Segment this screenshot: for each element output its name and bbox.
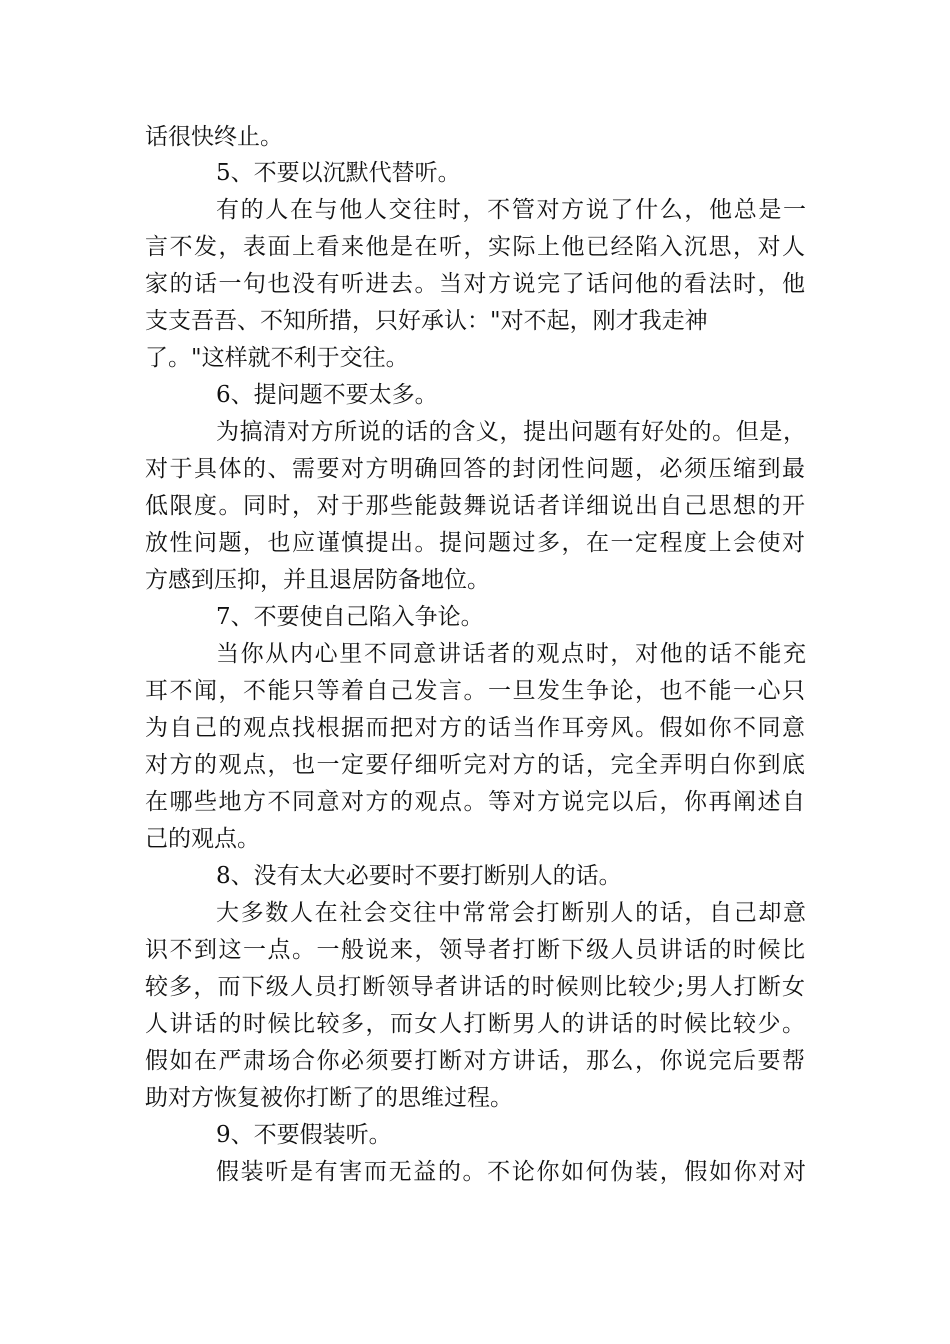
- text-line: 话很快终止。: [145, 124, 283, 150]
- text-line: 为自己的观点找根据而把对方的话当作耳旁风。假如你不同意: [145, 715, 805, 741]
- text-line: 对于具体的、需要对方明确回答的封闭性问题，必须压缩到最: [145, 456, 805, 482]
- text-line: 助对方恢复被你打断了的思维过程。: [145, 1085, 513, 1111]
- text-line: 家的话一句也没有听进去。当对方说完了话问他的看法时，他: [145, 271, 805, 297]
- text-line: 了。"这样就不利于交往。: [145, 345, 409, 371]
- text-line: 当你从内心里不同意讲话者的观点时，对他的话不能充: [216, 641, 806, 667]
- text-line: 言不发，表面上看来他是在听，实际上他已经陷入沉思，对人: [145, 234, 805, 260]
- text-line: 对方的观点，也一定要仔细听完对方的话，完全弄明白你到底: [145, 752, 805, 778]
- section-heading-8: 8、没有太大必要时不要打断别人的话。: [216, 863, 622, 889]
- section-heading-7: 7、不要使自己陷入争论。: [216, 604, 484, 630]
- text-line: 假装听是有害而无益的。不论你如何伪装，假如你对对: [216, 1159, 806, 1185]
- text-line: 人讲话的时候比较多，而女人打断男人的讲话的时候比较少。: [145, 1011, 805, 1037]
- text-line: 耳不闻，不能只等着自己发言。一旦发生争论，也不能一心只: [145, 678, 805, 704]
- section-heading-6: 6、提问题不要太多。: [216, 382, 438, 408]
- text-line: 较多，而下级人员打断领导者讲话的时候则比较少;男人打断女: [145, 974, 805, 1000]
- text-line: 己的观点。: [145, 826, 260, 852]
- text-line: 方感到压抑，并且退居防备地位。: [145, 567, 490, 593]
- text-line: 识不到这一点。一般说来，领导者打断下级人员讲话的时候比: [145, 937, 805, 963]
- text-line: 大多数人在社会交往中常常会打断别人的话，自己却意: [216, 900, 806, 926]
- text-line: 低限度。同时，对于那些能鼓舞说话者详细说出自己思想的开: [145, 493, 805, 519]
- text-line: 假如在严肃场合你必须要打断对方讲话，那么，你说完后要帮: [145, 1048, 805, 1074]
- text-line: 在哪些地方不同意对方的观点。等对方说完以后，你再阐述自: [145, 789, 805, 815]
- text-line: 有的人在与他人交往时，不管对方说了什么，他总是一: [216, 197, 806, 223]
- text-line: 支支吾吾、不知所措，只好承认："对不起，刚才我走神: [145, 308, 708, 334]
- text-line: 放性问题，也应谨慎提出。提问题过多，在一定程度上会使对: [145, 530, 805, 556]
- section-heading-9: 9、不要假装听。: [216, 1122, 392, 1148]
- text-line: 为搞清对方所说的话的含义，提出问题有好处的。但是，: [216, 419, 806, 445]
- section-heading-5: 5、不要以沉默代替听。: [216, 160, 461, 186]
